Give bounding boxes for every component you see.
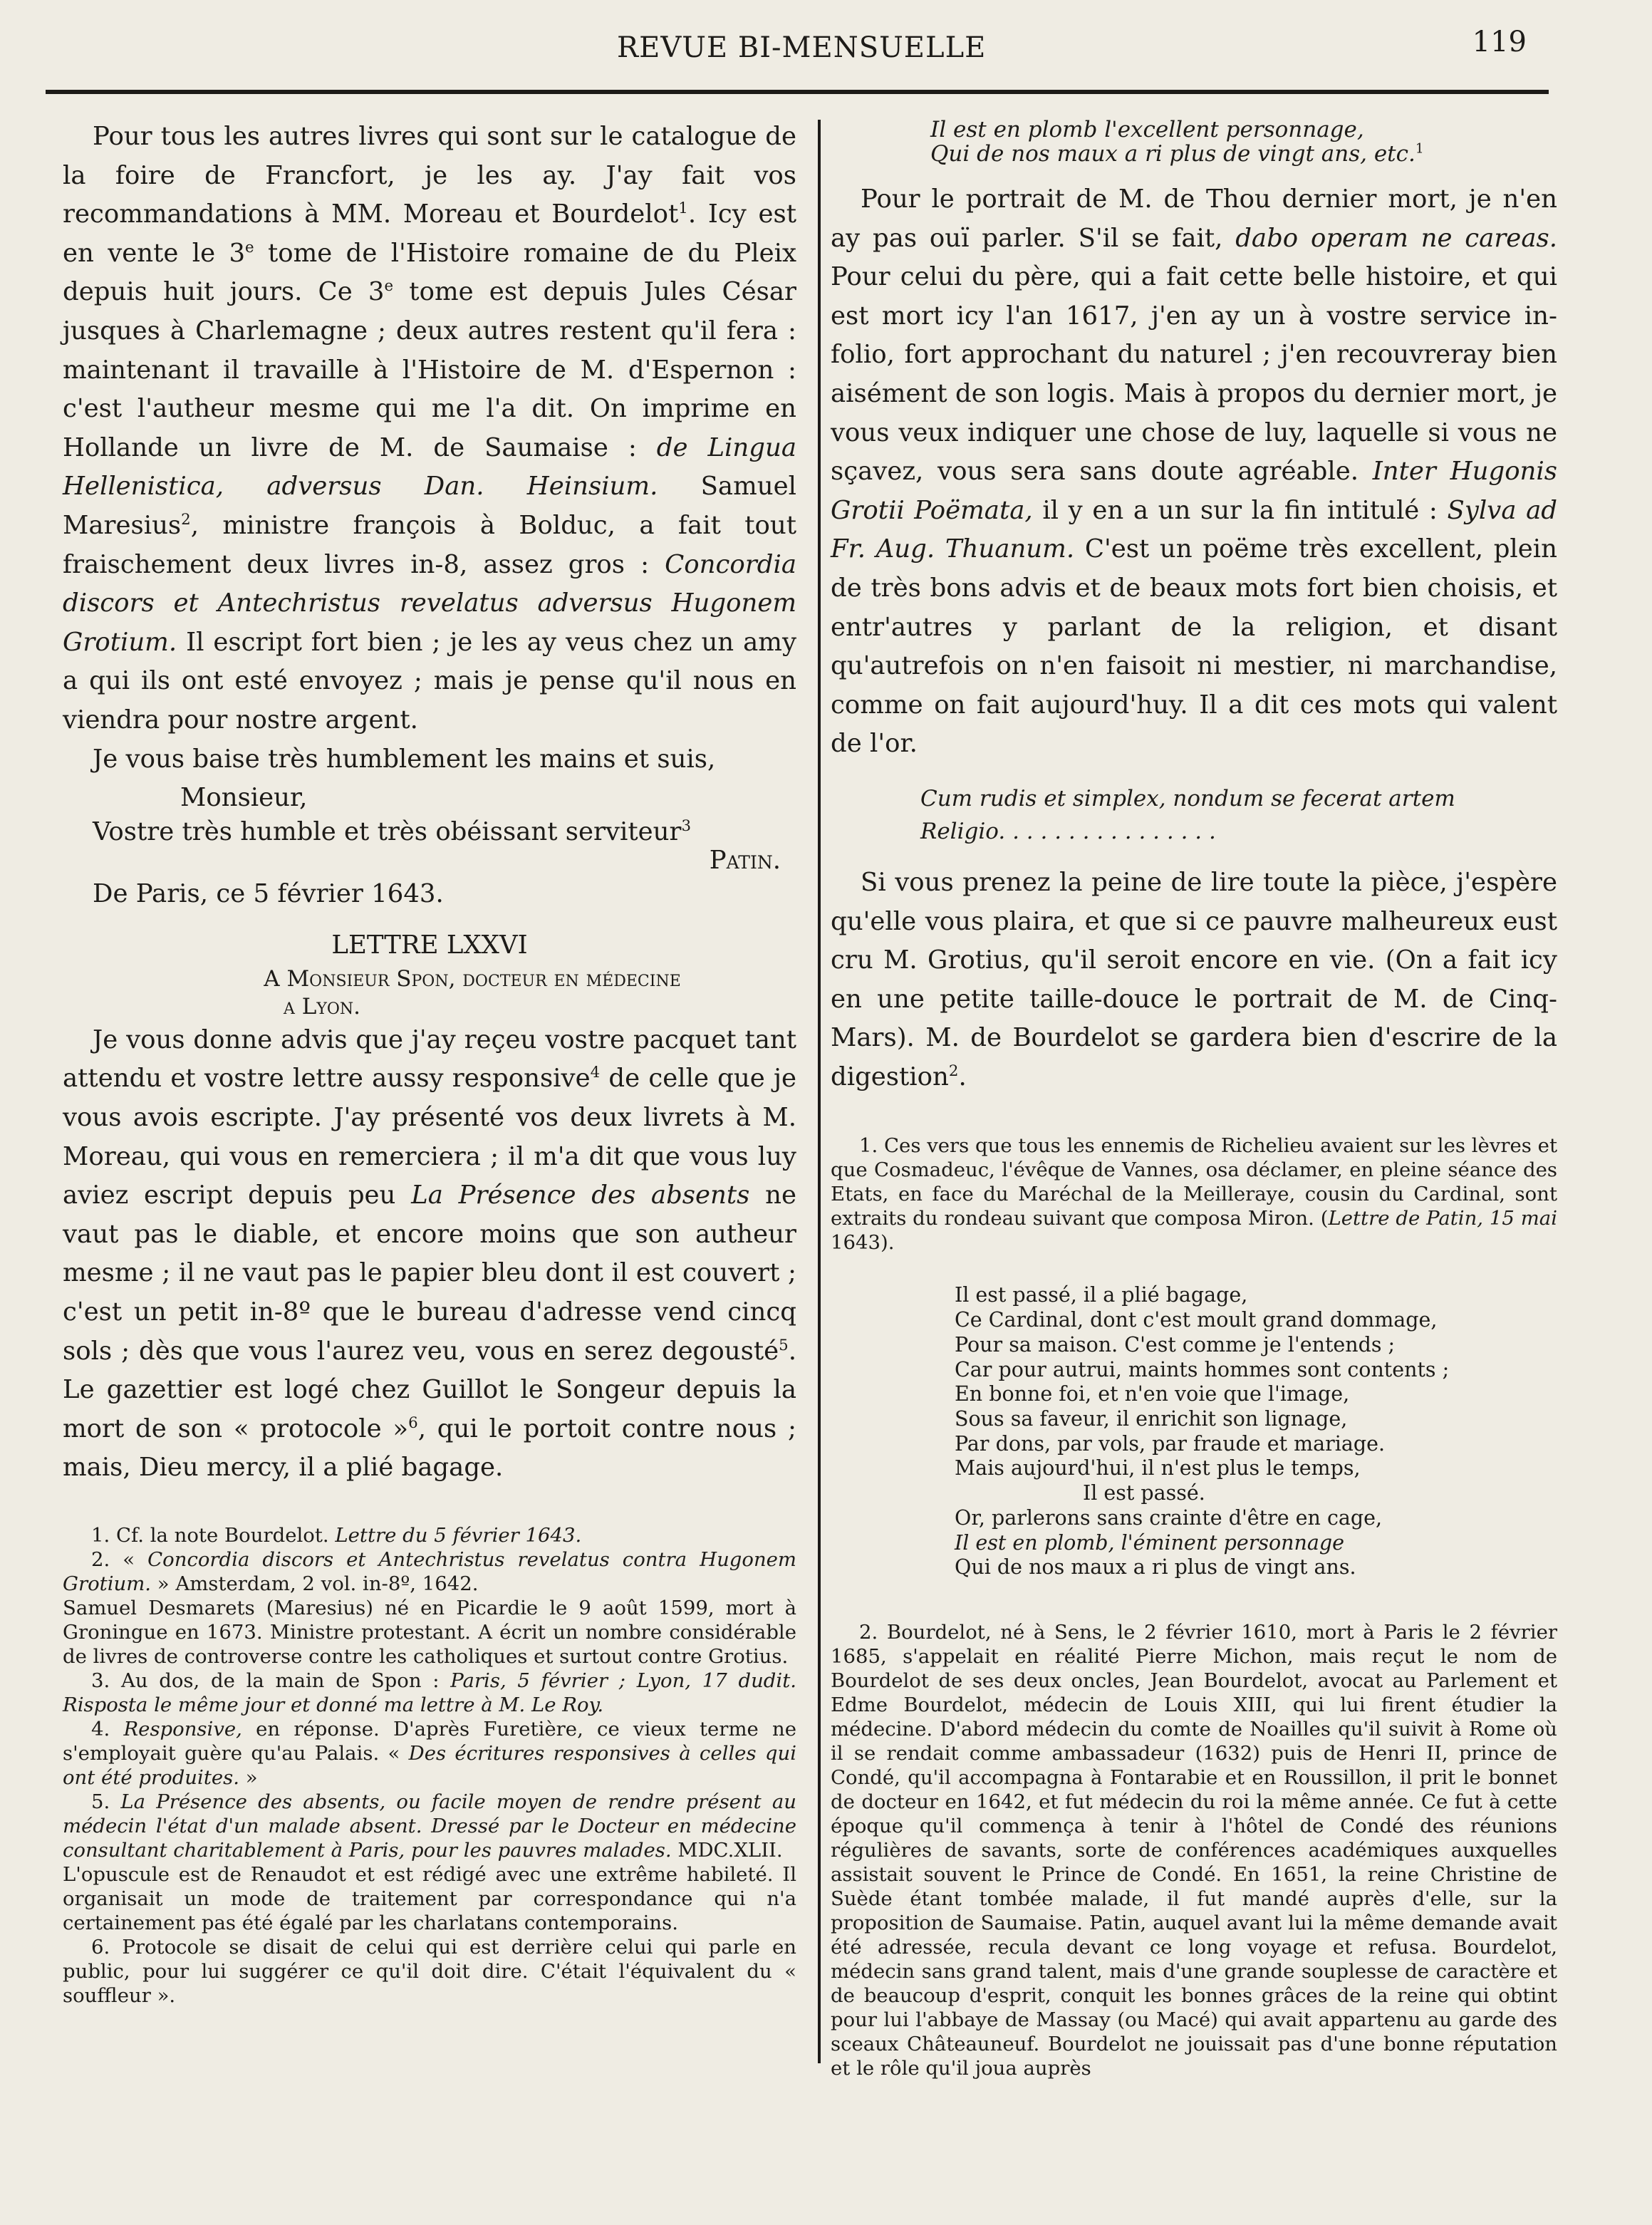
addressee: A Monsieur Spon, docteur en médecine [264,965,681,992]
footnote: 1. Ces vers que tous les ennemis de Richelieu avaient sur les lèvres et que Cosmadeuc, l'évêque de Vannes, osa déclamer, en pleine séance des Etats, en face du Maréchal de la Meilleraye, cousin du Cardinal, sont extraits du rondeau suivant que composa Miron. (Lettre de Patin, 15 mai 1643). [831,1134,1557,1255]
rondeau-line: Il est passé, il a plié bagage, [955,1283,1248,1307]
rondeau-line: Qui de nos maux a ri plus de vingt ans. [955,1555,1356,1580]
footnote: 5. La Présence des absents, ou facile moyen de rendre présent au médecin l'état d'un malade absent. Dressé par le Docteur en médecine consultant charitablement à Paris, pour les pauvres malades. MDC.XLII. [63,1790,796,1862]
letter-paragraph: Si vous prenez la peine de lire toute la pièce, j'espère qu'elle vous plaira, et que si ce pauvre malheureux eust cru M. Grotius, qu'il seroit encore en vie. (On a fait icy en une petite taille-douce le portrait de M. de Cinq-Mars). M. de Bourdelot se gardera bien d'escrire de la digestion$^2$. [831,867,1557,1091]
rondeau-line: En bonne foi, et n'en voie que l'image, [955,1382,1350,1406]
rondeau-line: Il est en plomb, l'éminent personnage [955,1530,1344,1555]
dateline: De Paris, ce 5 février 1643. [93,878,444,908]
rondeau-line: Or, parlerons sans crainte d'être en cage, [955,1505,1383,1530]
letter-title: LETTRE LXXVI [331,930,528,960]
verse-line: Il est en plomb l'excellent personnage, [930,117,1364,142]
footnote: 4. Responsive, en réponse. D'après Furetière, ce vieux terme ne s'employait guère qu'au Palais. « Des écritures responsives à celles qui ont été produites. » [63,1718,797,1789]
latin-quote: Religio. . . . . . . . . . . . . . . . [920,818,1216,844]
letter-paragraph: Pour tous les autres livres qui sont sur le catalogue de la foire de Francfort, je les ay. J'ay fait vos recommandations à MM. Moreau et Bourdelot$^1$. Icy est en vente le 3e tome de l'Histoire romaine de du Pleix depuis huit jours. Ce 3e tome est depuis Jules César jusques à Charlemagne ; deux autres restent qu'il fera : maintenant il travaille à l'Histoire de M. d'Espernon : c'est l'autheur mesme qui me l'a dit. On imprime en Hollande un livre de M. de Saumaise : de Lingua Hellenistica, adversus Dan. Heinsium. Samuel Maresius$^2$, ministre françois à Bolduc, a fait tout fraischement deux livres in-8, assez gros : Concordia discors et Antechristus revelatus adversus Hugonem Grotium. Il escript fort bien ; je les ay veus chez un amy a qui ils ont esté envoyez ; mais je pense qu'il nous en viendra pour nostre argent. [63,122,796,735]
left-column [63,118,796,2008]
signature: Patin. [709,845,781,875]
running-header [0,21,1652,100]
column-divider [818,120,821,2063]
letter-body: Je vous donne advis que j'ay reçeu vostre pacquet tant attendu et vostre lettre aussy responsive$^4$ de celle que je vous avois escripte. J'ay présenté vos deux livrets à M. Moreau, qui vous en remerciera ; il m'a dit que vous luy aviez escript depuis peu La Présence des absents ne vaut pas le diable, et encore moins que son autheur mesme ; il ne vaut pas le papier bleu dont il est couvert ; c'est un petit in-8º que le bureau d'adresse vend cincq sols ; dès que vous l'aurez veu, vous en serez degousté$^5$. Le gazettier est logé chez Guillot le Songeur depuis la mort de son « protocole »$^6$, qui le portoit contre nous ; mais, Dieu mercy, il a plié bagage. [63,1025,796,1483]
rondeau-line: Car pour autrui, maints hommes sont contents ; [955,1357,1450,1381]
verse-line: Qui de nos maux a ri plus de vingt ans, etc.$^1$ [930,141,1424,167]
right-column [831,118,1557,2080]
journal-title: REVUE BI-MENSUELLE [617,31,987,64]
footnote: 2. « Concordia discors et Antechristus revelatus contra Hugonem Grotium. » Amsterdam, 2 vol. in-8º, 1642. [63,1548,797,1595]
page-number: 119 [1472,26,1527,58]
rondeau-line: Ce Cardinal, dont c'est moult grand dommage, [955,1308,1438,1332]
letter-paragraph: Pour le portrait de M. de Thou dernier mort, je n'en ay pas ouï parler. S'il se fait, dabo operam ne careas. Pour celui du père, qui a fait cette belle histoire, et qui est mort icy l'an 1617, j'en ay un à vostre service in-folio, fort approchant du naturel ; j'en recouvreray bien aisément de son logis. Mais à propos du dernier mort, je vous veux indiquer une chose de luy, laquelle si vous ne sçavez, vous sera sans doute agréable. Inter Hugonis Grotii Poëmata, il y en a un sur la fin intitulé : Sylva ad Fr. Aug. Thuanum. C'est un poëme très excellent, plein de très bons advis et de beaux mots fort bien choisis, et entr'autres y parlant de la religion, et disant qu'autrefois on n'en faisoit ni mestier, ni marchandise, comme on fait aujourd'huy. Il a dit ces mots qui valent de l'or. [831,185,1557,759]
addressee-city: a Lyon. [284,993,360,1020]
rondeau-line: Sous sa faveur, il enrichit son lignage, [955,1406,1348,1431]
rondeau-line: Mais aujourd'hui, il n'est plus le temps, [955,1456,1361,1480]
closing-formula: Vostre très humble et très obéissant serviteur$^3$ [93,816,692,846]
rondeau-line: Il est passé. [1083,1481,1205,1505]
salutation: Monsieur, [180,783,308,813]
footnotes [63,1523,796,2008]
footnote: 3. Au dos, de la main de Spon : Paris, 5 février ; Lyon, 17 dudit. Risposta le même jour et donné ma lettre à M. Le Roy. [63,1669,796,1716]
footnote: L'opuscule est de Renaudot et est rédigé avec une extrême habileté. Il organisait un mode de traitement par correspondance qui n'a certainement pas été égalé par les charlatans contemporains. [63,1863,796,1934]
footnote: Samuel Desmarets (Maresius) né en Picardie le 9 août 1599, mort à Groningue en 1673. Ministre protestant. A écrit un nombre considérable de livres de controverse contre les catholiques et surtout contre Grotius. [63,1597,796,1668]
latin-quote: Cum rudis et simplex, nondum se fecerat artem [920,785,1455,811]
closing-paragraph: Je vous baise très humblement les mains et suis, [93,744,716,774]
footnote: 6. Protocole se disait de celui qui est derrière celui qui parle en public, pour lui suggérer ce qu'il doit dire. C'était l'équivalent du « souffleur ». [63,1936,796,2007]
rondeau [955,1283,1557,1580]
rondeau-line: Pour sa maison. C'est comme je l'entends ; [955,1332,1396,1357]
footnote: 2. Bourdelot, né à Sens, le 2 février 1610, mort à Paris le 2 février 1685, s'appelait en réalité Pierre Michon, mais reçut le nom de Bourdelot de ses deux oncles, Jean Bourdelot, avocat au Parlement et Edme Bourdelot, médecin de Louis XIII, qui lui firent étudier la médecine. D'abord médecin du comte de Noailles qu'il suivit à Rome où il se rendait comme ambassadeur (1632) puis de Henri II, prince de Condé, qu'il accompagna à Fontarabie et en Roussillon, il prit le bonnet de docteur en 1642, et fut médecin du roi la même année. Ce fut à cette époque qu'il commença à tenir à l'hôtel de Condé des réunions régulières de savants, sorte de conférences académiques auxquelles assistait souvent le Prince de Condé. En 1651, la reine Christine de Suède étant tombée malade, il fut mandé auprès d'elle, sur la proposition de Saumaise. Patin, auquel avant lui la même demande avait été adressée, recula devant ce long voyage et refusa. Bourdelot, médecin sans grand talent, mais d'une grande souplesse de caractère et de beaucoup d'esprit, conquit les bonnes grâces de la reine qui obtint pour lui l'abbaye de Massay (ou Macé) qui avait appartenu au garde des sceaux Châteauneuf. Bourdelot ne jouissait pas d'une bonne réputation et le rôle qu'il joua auprès [831,1620,1557,2080]
footnote: 1. Cf. la note Bourdelot. Lettre du 5 février 1643. [91,1524,582,1547]
header-rule [46,90,1549,94]
rondeau-line: Par dons, par vols, par fraude et mariage. [955,1431,1386,1456]
